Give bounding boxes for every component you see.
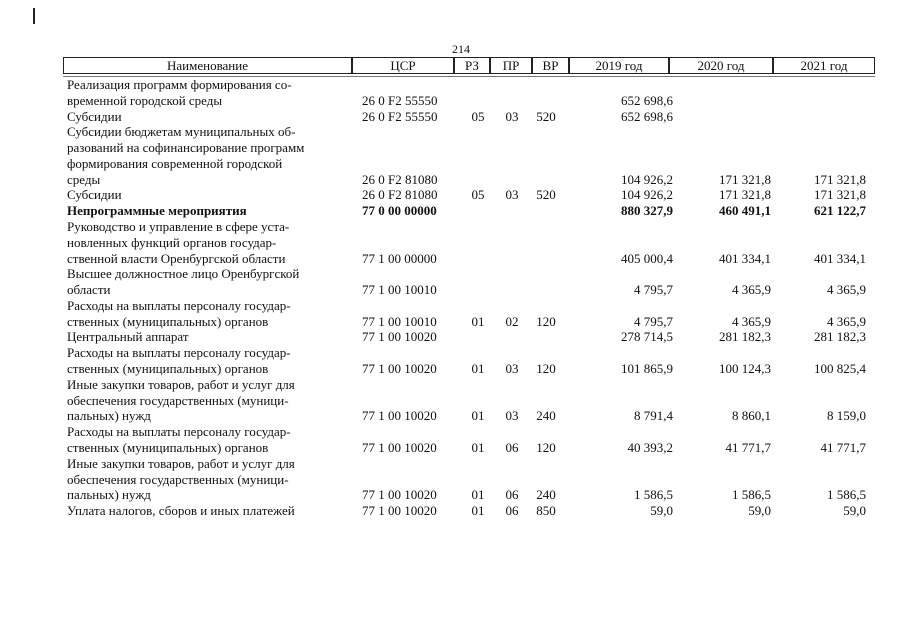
header-rz: РЗ — [454, 57, 490, 74]
table-cell-y2021: 171 321,8 — [814, 171, 866, 187]
table-cell-vr: 240 — [536, 408, 556, 424]
table-cell-name: Реализация программ формирования со- — [67, 77, 292, 92]
table-cell-y2021: 100 825,4 — [814, 361, 866, 377]
table-cell-csr: 77 0 00 00000 — [362, 203, 437, 219]
table-cell-y2021: 621 122,7 — [814, 203, 866, 219]
table-cell-csr: 77 1 00 10020 — [362, 408, 437, 424]
table-cell-csr: 77 1 00 10010 — [362, 313, 437, 329]
header-vr: ВР — [532, 57, 569, 74]
table-cell-y2019: 8 791,4 — [634, 408, 673, 424]
table-cell-csr: 77 1 00 10020 — [362, 439, 437, 455]
table-cell-name: Субсидии — [67, 108, 122, 124]
table-cell-name: формирования современной городской — [67, 155, 283, 171]
table-cell-pr: 06 — [505, 439, 519, 455]
table-cell-vr: 520 — [536, 108, 556, 124]
table-cell-csr: 77 1 00 10010 — [362, 282, 437, 298]
table-cell-y2019: 4 795,7 — [634, 282, 673, 298]
table-cell-name: обеспечения государственных (муници- — [67, 471, 289, 487]
header-2019: 2019 год — [569, 57, 669, 74]
table-cell-y2019: 59,0 — [650, 503, 673, 519]
table-cell-y2019: 278 714,5 — [621, 329, 673, 345]
table-cell-name: пальных) нужд — [67, 487, 151, 503]
table-cell-y2020: 59,0 — [748, 503, 771, 519]
table-cell-csr: 77 1 00 10020 — [362, 503, 437, 519]
table-cell-csr: 77 1 00 10020 — [362, 361, 437, 377]
table-cell-y2021: 281 182,3 — [814, 329, 866, 345]
header-pr: ПР — [490, 57, 532, 74]
table-cell-y2020: 8 860,1 — [732, 408, 771, 424]
table-cell-name: Непрограммные мероприятия — [67, 203, 247, 219]
table-cell-pr: 03 — [505, 187, 519, 203]
table-cell-rz: 05 — [471, 187, 485, 203]
table-cell-name: Субсидии бюджетам муниципальных об- — [67, 124, 296, 140]
table-cell-name: новленных функций органов государ- — [67, 234, 277, 250]
table-cell-pr: 06 — [505, 503, 519, 519]
table-cell-name: области — [67, 282, 111, 298]
table-cell-name: Центральный аппарат — [67, 329, 189, 345]
table-cell-rz: 01 — [471, 408, 485, 424]
table-cell-csr: 77 1 00 00000 — [362, 250, 437, 266]
table-cell-y2019: 104 926,2 — [621, 187, 673, 203]
header-csr: ЦСР — [352, 57, 454, 74]
table-cell-rz: 01 — [471, 361, 485, 377]
table-cell-y2021: 8 159,0 — [827, 408, 866, 424]
table-cell-vr: 120 — [536, 313, 556, 329]
table-cell-rz: 01 — [471, 439, 485, 455]
table-cell-y2021: 59,0 — [843, 503, 866, 519]
table-cell-rz: 01 — [471, 487, 485, 503]
table-cell-y2021: 1 586,5 — [827, 487, 866, 503]
table-cell-y2019: 104 926,2 — [621, 171, 673, 187]
table-cell-name: Иные закупки товаров, работ и услуг для — [67, 455, 295, 471]
table-cell-pr: 06 — [505, 487, 519, 503]
table-cell-csr: 26 0 F2 81080 — [362, 187, 438, 203]
header-name: Наименование — [63, 57, 352, 74]
table-cell-y2019: 652 698,6 — [621, 108, 673, 124]
table-cell-y2019: 4 795,7 — [634, 313, 673, 329]
table-cell-name: Высшее должностное лицо Оренбургской — [67, 266, 300, 282]
table-cell-name: временной городской среды — [67, 92, 223, 108]
table-cell-name: Расходы на выплаты персоналу государ- — [67, 297, 291, 313]
table-cell-rz: 01 — [471, 503, 485, 519]
table-cell-y2021: 41 771,7 — [820, 439, 866, 455]
table-cell-name: ственных (муниципальных) органов — [67, 439, 269, 455]
table-cell-name: ственных (муниципальных) органов — [67, 361, 269, 377]
table-cell-y2020: 460 491,1 — [719, 203, 771, 219]
table-cell-name: разований на софинансирование программ — [67, 140, 305, 156]
table-cell-y2019: 405 000,4 — [621, 250, 673, 266]
table-cell-name: Уплата налогов, сборов и иных платежей — [67, 503, 295, 519]
table-cell-y2020: 281 182,3 — [719, 329, 771, 345]
table-cell-y2020: 1 586,5 — [732, 487, 771, 503]
table-cell-y2021: 4 365,9 — [827, 282, 866, 298]
table-cell-name: Руководство и управление в сфере уста- — [67, 219, 290, 235]
page-number: 214 — [452, 42, 470, 56]
table-cell-y2020: 4 365,9 — [732, 313, 771, 329]
table-cell-y2020: 100 124,3 — [719, 361, 771, 377]
table-cell-y2019: 1 586,5 — [634, 487, 673, 503]
header-2020: 2020 год — [669, 57, 773, 74]
table-cell-vr: 120 — [536, 439, 556, 455]
table-cell-name: ственных (муниципальных) органов — [67, 313, 269, 329]
table-cell-y2021: 401 334,1 — [814, 250, 866, 266]
table-cell-csr: 26 0 F2 81080 — [362, 171, 438, 187]
table-cell-rz: 01 — [471, 313, 485, 329]
table-cell-y2020: 41 771,7 — [725, 439, 771, 455]
table-cell-y2020: 401 334,1 — [719, 250, 771, 266]
table-cell-vr: 120 — [536, 361, 556, 377]
table-cell-name: Иные закупки товаров, работ и услуг для — [67, 376, 295, 392]
table-cell-name: Расходы на выплаты персоналу государ- — [67, 424, 291, 440]
table-cell-name: обеспечения государственных (муници- — [67, 392, 289, 408]
table-cell-name: Расходы на выплаты персоналу государ- — [67, 345, 291, 361]
table-cell-vr: 850 — [536, 503, 556, 519]
table-cell-y2019: 101 865,9 — [621, 361, 673, 377]
table-cell-csr: 26 0 F2 55550 — [362, 92, 438, 108]
table-cell-name: пальных) нужд — [67, 408, 151, 424]
table-cell-name: среды — [67, 171, 101, 187]
header-2021: 2021 год — [773, 57, 875, 74]
table-cell-y2021: 4 365,9 — [827, 313, 866, 329]
table-cell-y2019: 652 698,6 — [621, 92, 673, 108]
table-cell-pr: 02 — [505, 313, 519, 329]
table-cell-y2020: 171 321,8 — [719, 171, 771, 187]
table-cell-pr: 03 — [505, 361, 519, 377]
table-cell-pr: 03 — [505, 108, 519, 124]
table-cell-pr: 03 — [505, 408, 519, 424]
table-cell-csr: 26 0 F2 55550 — [362, 108, 438, 124]
table-cell-y2021: 171 321,8 — [814, 187, 866, 203]
table-cell-name: Субсидии — [67, 187, 122, 203]
table-cell-vr: 520 — [536, 187, 556, 203]
table-cell-csr: 77 1 00 10020 — [362, 487, 437, 503]
table-cell-vr: 240 — [536, 487, 556, 503]
table-cell-y2020: 4 365,9 — [732, 282, 771, 298]
table-cell-y2020: 171 321,8 — [719, 187, 771, 203]
table-cell-y2019: 880 327,9 — [621, 203, 673, 219]
table-cell-name: ственной власти Оренбургской области — [67, 250, 286, 266]
table-cell-csr: 77 1 00 10020 — [362, 329, 437, 345]
table-cell-y2019: 40 393,2 — [627, 439, 673, 455]
table-cell-rz: 05 — [471, 108, 485, 124]
